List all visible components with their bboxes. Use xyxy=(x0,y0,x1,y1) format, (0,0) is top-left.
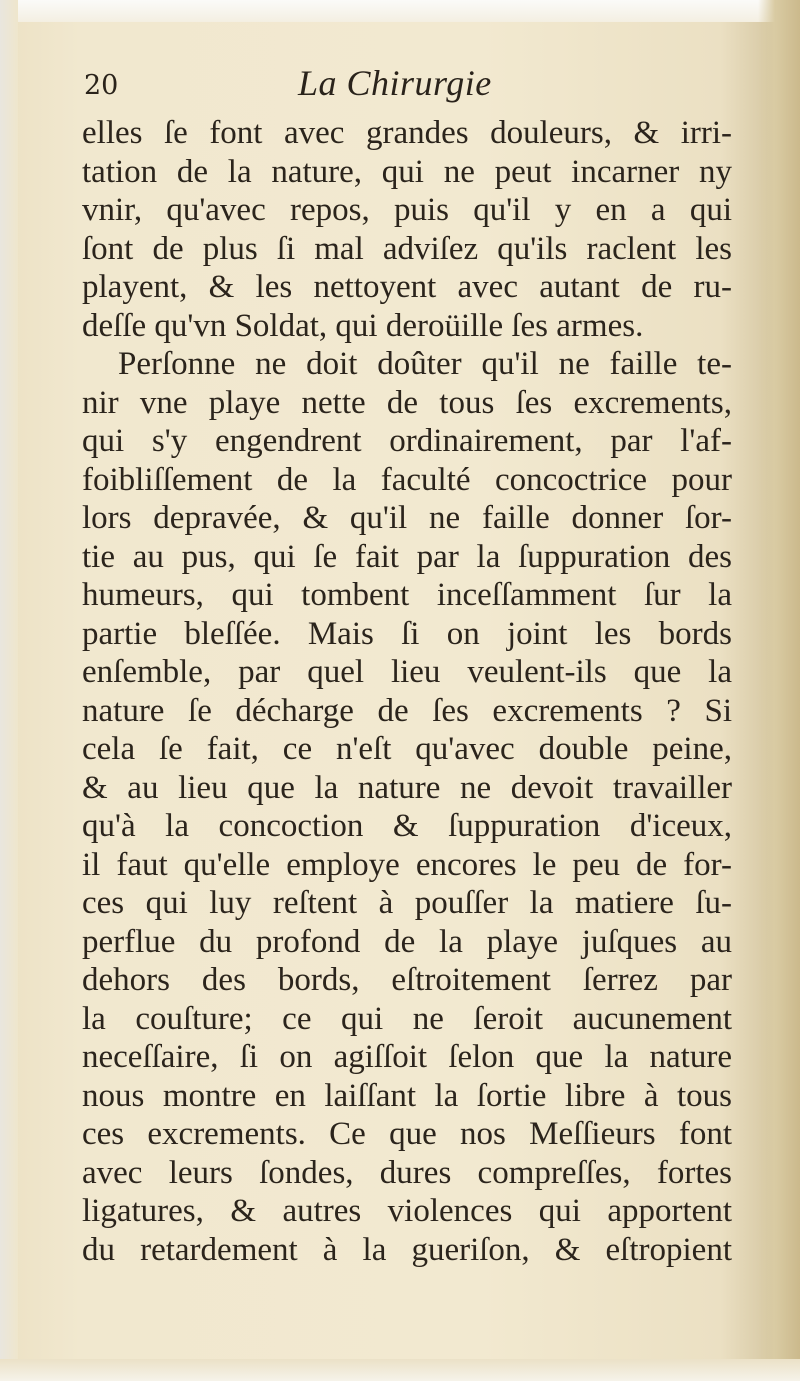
page-number: 20 xyxy=(84,70,119,101)
text-line: enſemble, par quel lieu veulent-ils que la xyxy=(82,654,732,690)
text-line: nir vne playe nette de tous ſes excrements, xyxy=(82,384,732,421)
body-text xyxy=(82,114,732,1269)
text-line: ces qui luy reſtent à pouſſer la matiere ſu- xyxy=(82,885,732,921)
scan-top-margin xyxy=(0,0,800,22)
text-line: tation de la nature, qui ne peut incarner ny xyxy=(82,153,732,190)
text-line: nature ſe décharge de ſes excrements ? Si xyxy=(82,692,732,729)
text-line: tie au pus, qui ſe fait par la ſuppuration des xyxy=(82,538,732,575)
text-line: il faut qu'elle employe encores le peu de for- xyxy=(82,846,732,883)
scan-bottom-margin xyxy=(0,1359,800,1381)
text-line: avec leurs ſondes, dures compreſſes, fortes xyxy=(82,1154,732,1191)
text-line: neceſſaire, ſi on agiſſoit ſelon que la nature xyxy=(82,1039,732,1075)
text-line: la couſture; ce qui ne ſeroit aucunement xyxy=(82,1000,732,1037)
scan-left-margin xyxy=(0,0,18,1381)
text-line: & au lieu que la nature ne devoit travailler xyxy=(82,769,732,806)
text-line: qu'à la concoction & ſuppuration d'iceux, xyxy=(82,808,732,844)
text-line: elles ſe font avec grandes douleurs, & irri- xyxy=(82,115,732,151)
text-line: lors depravée, & qu'il ne faille donner ſor- xyxy=(82,500,732,536)
text-line: ces excrements. Ce que nos Meſſieurs font xyxy=(82,1116,732,1152)
text-line: ligatures, & autres violences qui apportent xyxy=(82,1193,732,1229)
page-gutter-shadow xyxy=(758,0,800,1381)
text-line: vnir, qu'avec repos, puis qu'il y en a qui xyxy=(82,192,732,228)
text-line: perflue du profond de la playe juſques au xyxy=(82,923,732,960)
text-line: playent, & les nettoyent avec autant de ru- xyxy=(82,269,732,305)
text-line: partie bleſſée. Mais ſi on joint les bords xyxy=(82,615,732,652)
text-line: qui s'y engendrent ordinairement, par l'af- xyxy=(82,423,732,459)
running-title: La Chirurgie xyxy=(298,63,492,103)
text-line: nous montre en laiſſant la ſortie libre à tous xyxy=(82,1077,732,1114)
text-line: du retardement à la gueriſon, & eſtropient xyxy=(82,1231,732,1268)
text-line: cela ſe fait, ce n'eſt qu'avec double peine, xyxy=(82,731,732,767)
text-line: dehors des bords, eſtroitement ſerrez par xyxy=(82,962,732,998)
paragraph-first-line: Perſonne ne doit doûter qu'il ne faille te- xyxy=(118,346,732,382)
text-line: ſont de plus ſi mal adviſez qu'ils raclent les xyxy=(82,230,732,267)
text-line: deſſe qu'vn Soldat, qui deroüille ſes armes. xyxy=(82,307,644,344)
text-line: humeurs, qui tombent inceſſamment ſur la xyxy=(82,577,732,613)
text-line: foibliſſement de la faculté concoctrice pour xyxy=(82,461,732,498)
